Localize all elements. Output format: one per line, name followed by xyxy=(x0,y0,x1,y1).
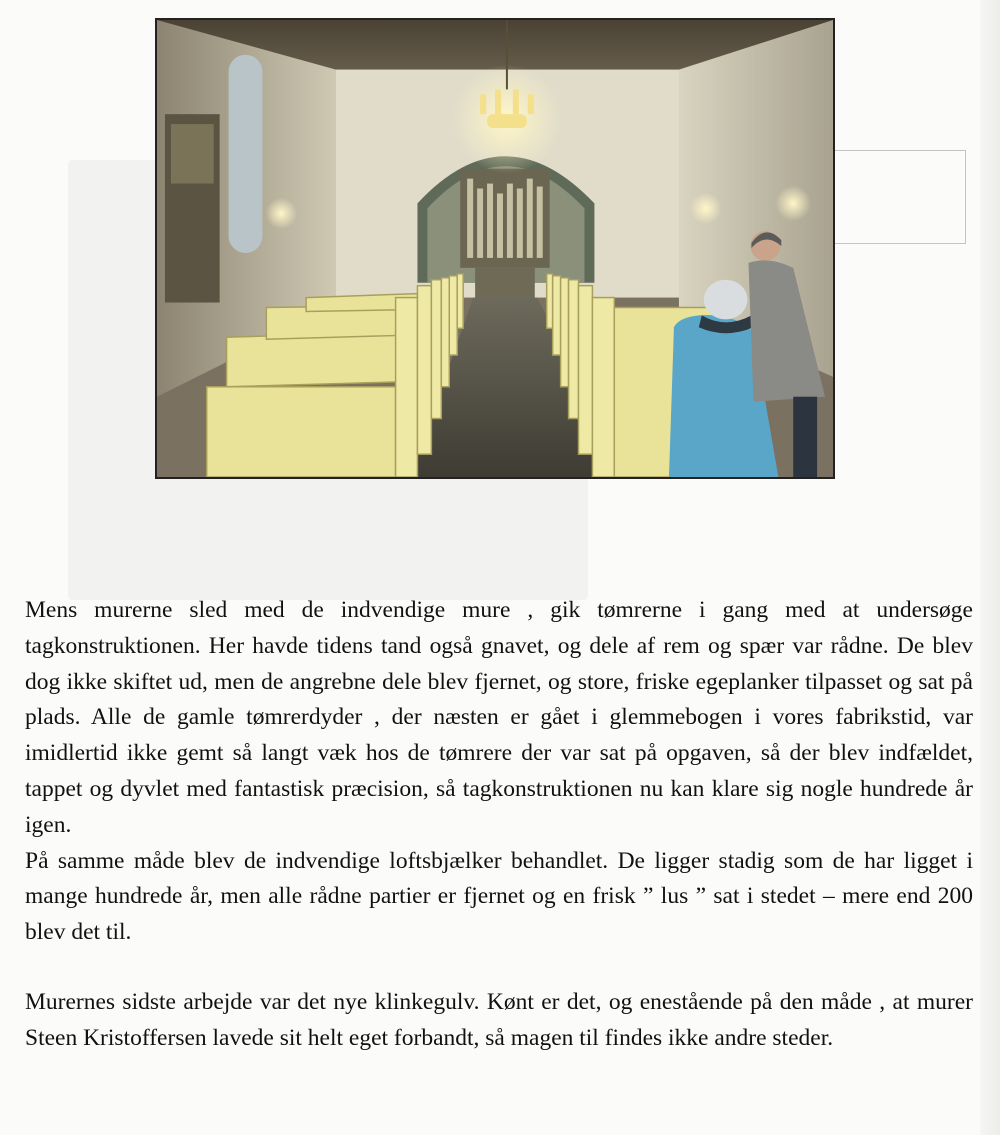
reverse-page-box xyxy=(812,150,966,244)
paragraph-floor: Murernes sidste arbejde var det nye klinkegulv. Kønt er det, og enestående på den måde , at murer Steen Kristoffersen lavede sit helt eget forbandt, så magen til findes ikke andre steder. xyxy=(25,988,973,1051)
paragraph-carpenters: Mens murerne sled med de indvendige mure , gik tømrerne i gang med at undersøge tagkonstruktionen. Her havde tidens tand også gnavet, og dele af rem og spær var rådne. De blev dog ikke skiftet ud, men de angrebne dele blev fjernet, og store, friske egeplanker tilpasset og sat på plads. Alle de gamle tømrerdyder , der næsten er gået i glemmebogen i vores fabrikstid, var imidlertid ikke gemt så langt væk hos de tømrere der var sat på opgaven, så der blev indfældet, tappet og dyvlet med fantastisk præcision, så tagkonstruktionen nu kan klare sig nogle hundrede år igen. xyxy=(25,597,973,838)
church-interior-photo xyxy=(155,18,835,479)
article-text xyxy=(25,593,973,1057)
church-interior-illustration xyxy=(157,20,833,477)
page-edge-shadow xyxy=(980,0,1000,1135)
paragraph-ceiling-beams: På samme måde blev de indvendige loftsbjælker behandlet. De ligger stadig som de har ligget i mange hundrede år, men alle rådne partier er fjernet og en frisk ” lus ” sat i stedet – mere end 200 blev det til. xyxy=(25,847,973,946)
